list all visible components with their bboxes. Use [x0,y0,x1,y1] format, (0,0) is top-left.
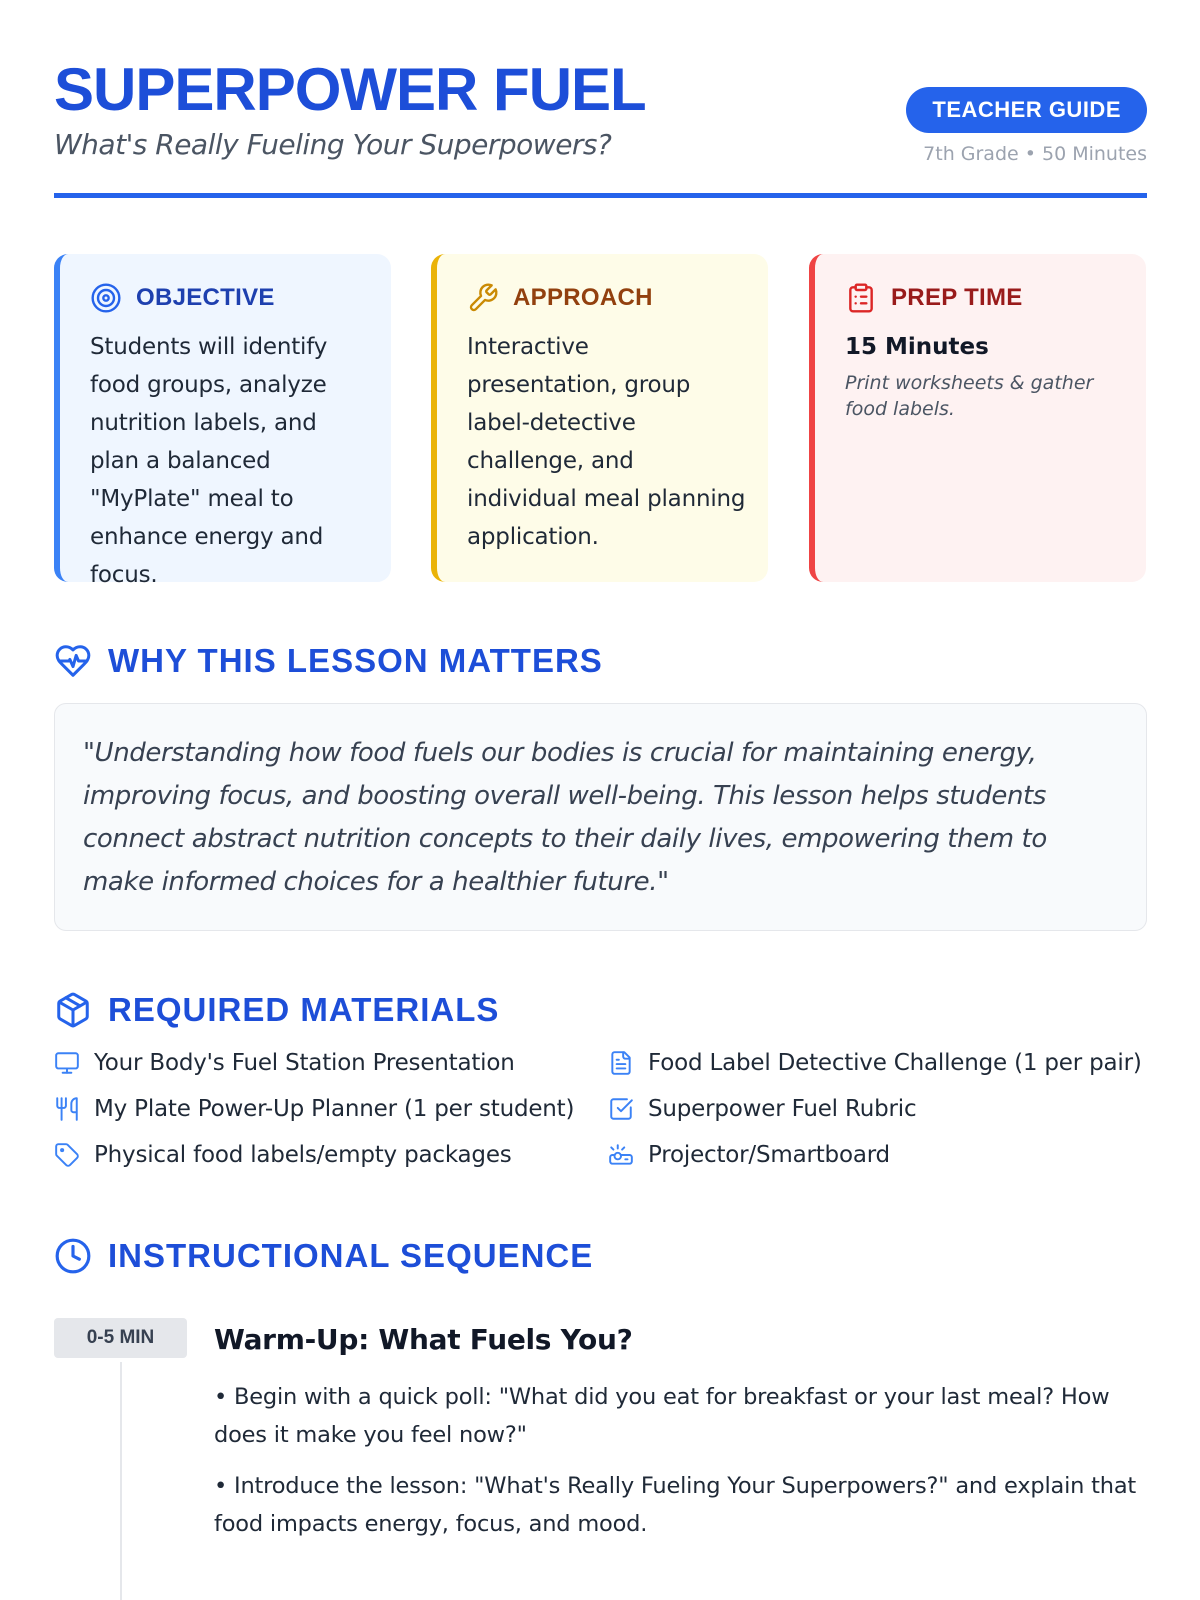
header [54,55,1147,200]
timeline-line [120,1362,122,1600]
material-label: Superpower Fuel Rubric [648,1096,917,1122]
why-section-title: WHY THIS LESSON MATTERS [108,642,603,679]
page-title: SUPERPOWER FUEL [54,56,646,123]
materials-section-title: REQUIRED MATERIALS [108,991,500,1028]
material-label: Projector/Smartboard [648,1142,890,1168]
material-label: Physical food labels/empty packages [94,1142,512,1168]
step-time-badge: 0-5 MIN [54,1318,187,1358]
overview-cards [54,254,1147,588]
list-item [54,1138,512,1172]
approach-title: APPROACH [513,284,653,311]
approach-card-header [467,282,746,314]
tag-icon [54,1142,80,1168]
list-item [608,1092,916,1126]
heart-pulse-icon [54,642,92,680]
lesson-page [54,0,1147,1600]
step-title: Warm-Up: What Fuels You? [214,1323,633,1356]
list-item [608,1138,890,1172]
materials-section-heading [54,990,499,1030]
checkbox-icon [608,1096,634,1122]
list-item [608,1046,1142,1080]
step-bullets [214,1378,1147,1556]
utensils-icon [54,1096,80,1122]
prep-time-value: 15 Minutes [845,334,989,360]
prep-card-header [845,282,1124,314]
why-quote: "Understanding how food fuels our bodies is crucial for maintaining energy, improving focus, and boosting overall well-being. This lesson helps students connect abstract nutrition concepts to their daily lives, empowering them to make informed choices for a healthier future." [83,738,1047,897]
sequence-section-heading [54,1236,593,1276]
objective-card [54,254,391,588]
material-label: Your Body's Fuel Station Presentation [94,1050,515,1076]
wrench-icon [467,282,499,314]
why-section-heading [54,641,603,681]
step-bullet: • Introduce the lesson: "What's Really Fueling Your Superpowers?" and explain that food impacts energy, focus, and mood. [214,1473,1137,1537]
objective-card-header [90,282,369,314]
step-bullet: • Begin with a quick poll: "What did you eat for breakfast or your last meal? How does it make you feel now?" [214,1384,1110,1448]
monitor-icon [54,1050,80,1076]
list-item [54,1092,574,1126]
prep-time-card [809,254,1146,582]
clock-icon [54,1237,92,1275]
material-label: Food Label Detective Challenge (1 per pair) [648,1050,1142,1076]
approach-card [431,254,768,582]
materials-list [54,1046,1147,1196]
material-label: My Plate Power-Up Planner (1 per student) [94,1096,575,1122]
document-icon [608,1050,634,1076]
objective-title: OBJECTIVE [136,284,275,311]
prep-note: Print worksheets & gather food labels. [845,372,1094,420]
sequence-section-title: INSTRUCTIONAL SEQUENCE [108,1237,594,1274]
teacher-guide-badge: TEACHER GUIDE [906,87,1147,133]
list-item [54,1046,515,1080]
projector-icon [608,1142,634,1168]
box-icon [54,991,92,1029]
page-subtitle: What's Really Fueling Your Superpowers? [54,128,612,161]
approach-text: Interactive presentation, group label-detective challenge, and individual meal planning application. [467,334,746,550]
clipboard-icon [845,282,877,314]
objective-text: Students will identify food groups, analyze nutrition labels, and plan a balanced "MyPlate" meal to enhance energy and focus. [90,334,328,588]
header-divider [54,193,1147,198]
grade-duration-info: 7th Grade • 50 Minutes [923,143,1147,165]
why-quote-box [54,703,1147,931]
prep-title: PREP TIME [891,284,1023,311]
target-icon [90,282,122,314]
